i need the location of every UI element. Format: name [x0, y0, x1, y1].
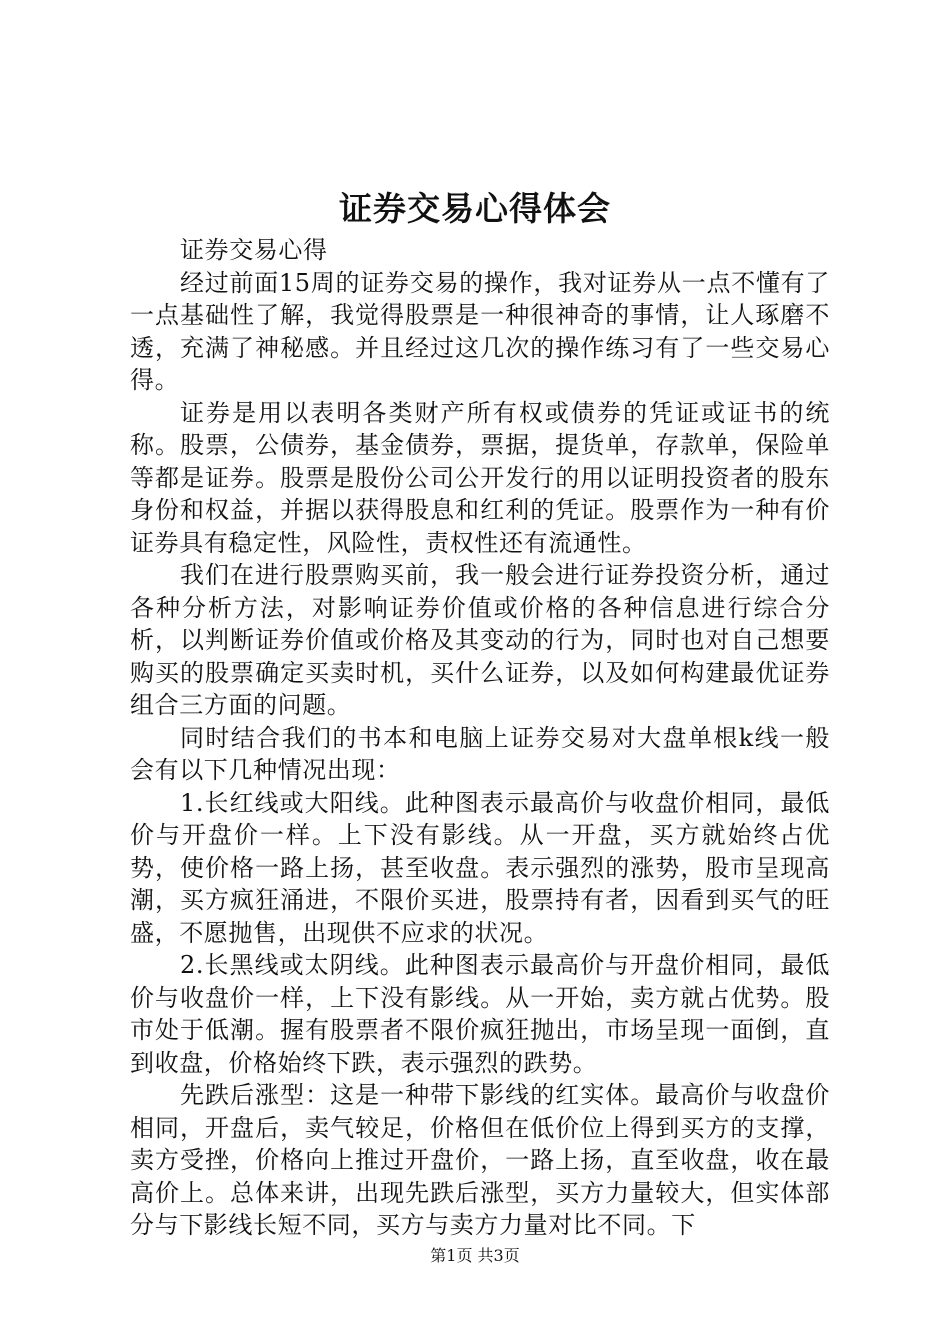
page-footer: 第1页 共3页: [430, 1246, 520, 1265]
paragraph: 先跌后涨型：这是一种带下影线的红实体。最高价与收盘价相同，开盘后，卖气较足，价格但在低价位上得到买方的支撑，卖方受挫，价格向上推过开盘价，一路上扬，直至收盘，收在最高价上。总体来讲，出现先跌后涨型，买方力量较大，但实体部分与下影线长短不同，买方与卖方力量对比不同。下: [130, 1081, 830, 1239]
paragraph: 经过前面15周的证券交易的操作，我对证券从一点不懂有了一点基础性了解，我觉得股票是一种很神奇的事情，让人琢磨不透，充满了神秘感。并且经过这几次的操作练习有了一些交易心得。: [130, 268, 830, 394]
document-body: [130, 234, 830, 1242]
paragraph: 1.长红线或大阳线。此种图表示最高价与收盘价相同，最低价与开盘价一样。上下没有影线。从一开盘，买方就始终占优势，使价格一路上扬，甚至收盘。表示强烈的涨势，股市呈现高潮，买方疯狂涌进，不限价买进，股票持有者，因看到买气的旺盛，不愿抛售，出现供不应求的状况。: [130, 788, 830, 947]
paragraph-subtitle: 证券交易心得: [180, 236, 328, 264]
document-title: 证券交易心得体会: [339, 189, 611, 228]
paragraph: 证券是用以表明各类财产所有权或债券的凭证或证书的统称。股票，公债券，基金债券，票据，提货单，存款单，保险单等都是证券。股票是股份公司公开发行的用以证明投资者的股东身份和权益，并据以获得股息和红利的凭证。股票作为一种有价证券具有稳定性，风险性，责权性还有流通性。: [130, 398, 830, 557]
paragraph: 2.长黑线或太阴线。此种图表示最高价与开盘价相同，最低价与收盘价一样，上下没有影线。从一开始，卖方就占优势。股市处于低潮。握有股票者不限价疯狂抛出，市场呈现一面倒，直到收盘，价格始终下跌，表示强烈的跌势。: [130, 951, 830, 1077]
paragraph: 我们在进行股票购买前，我一般会进行证券投资分析，通过各种分析方法，对影响证券价值或价格的各种信息进行综合分析，以判断证券价值或价格及其变动的行为，同时也对自己想要购买的股票确定买卖时机，买什么证券，以及如何构建最优证券组合三方面的问题。: [130, 561, 830, 719]
paragraph: 同时结合我们的书本和电脑上证券交易对大盘单根k线一般会有以下几种情况出现：: [130, 723, 830, 784]
